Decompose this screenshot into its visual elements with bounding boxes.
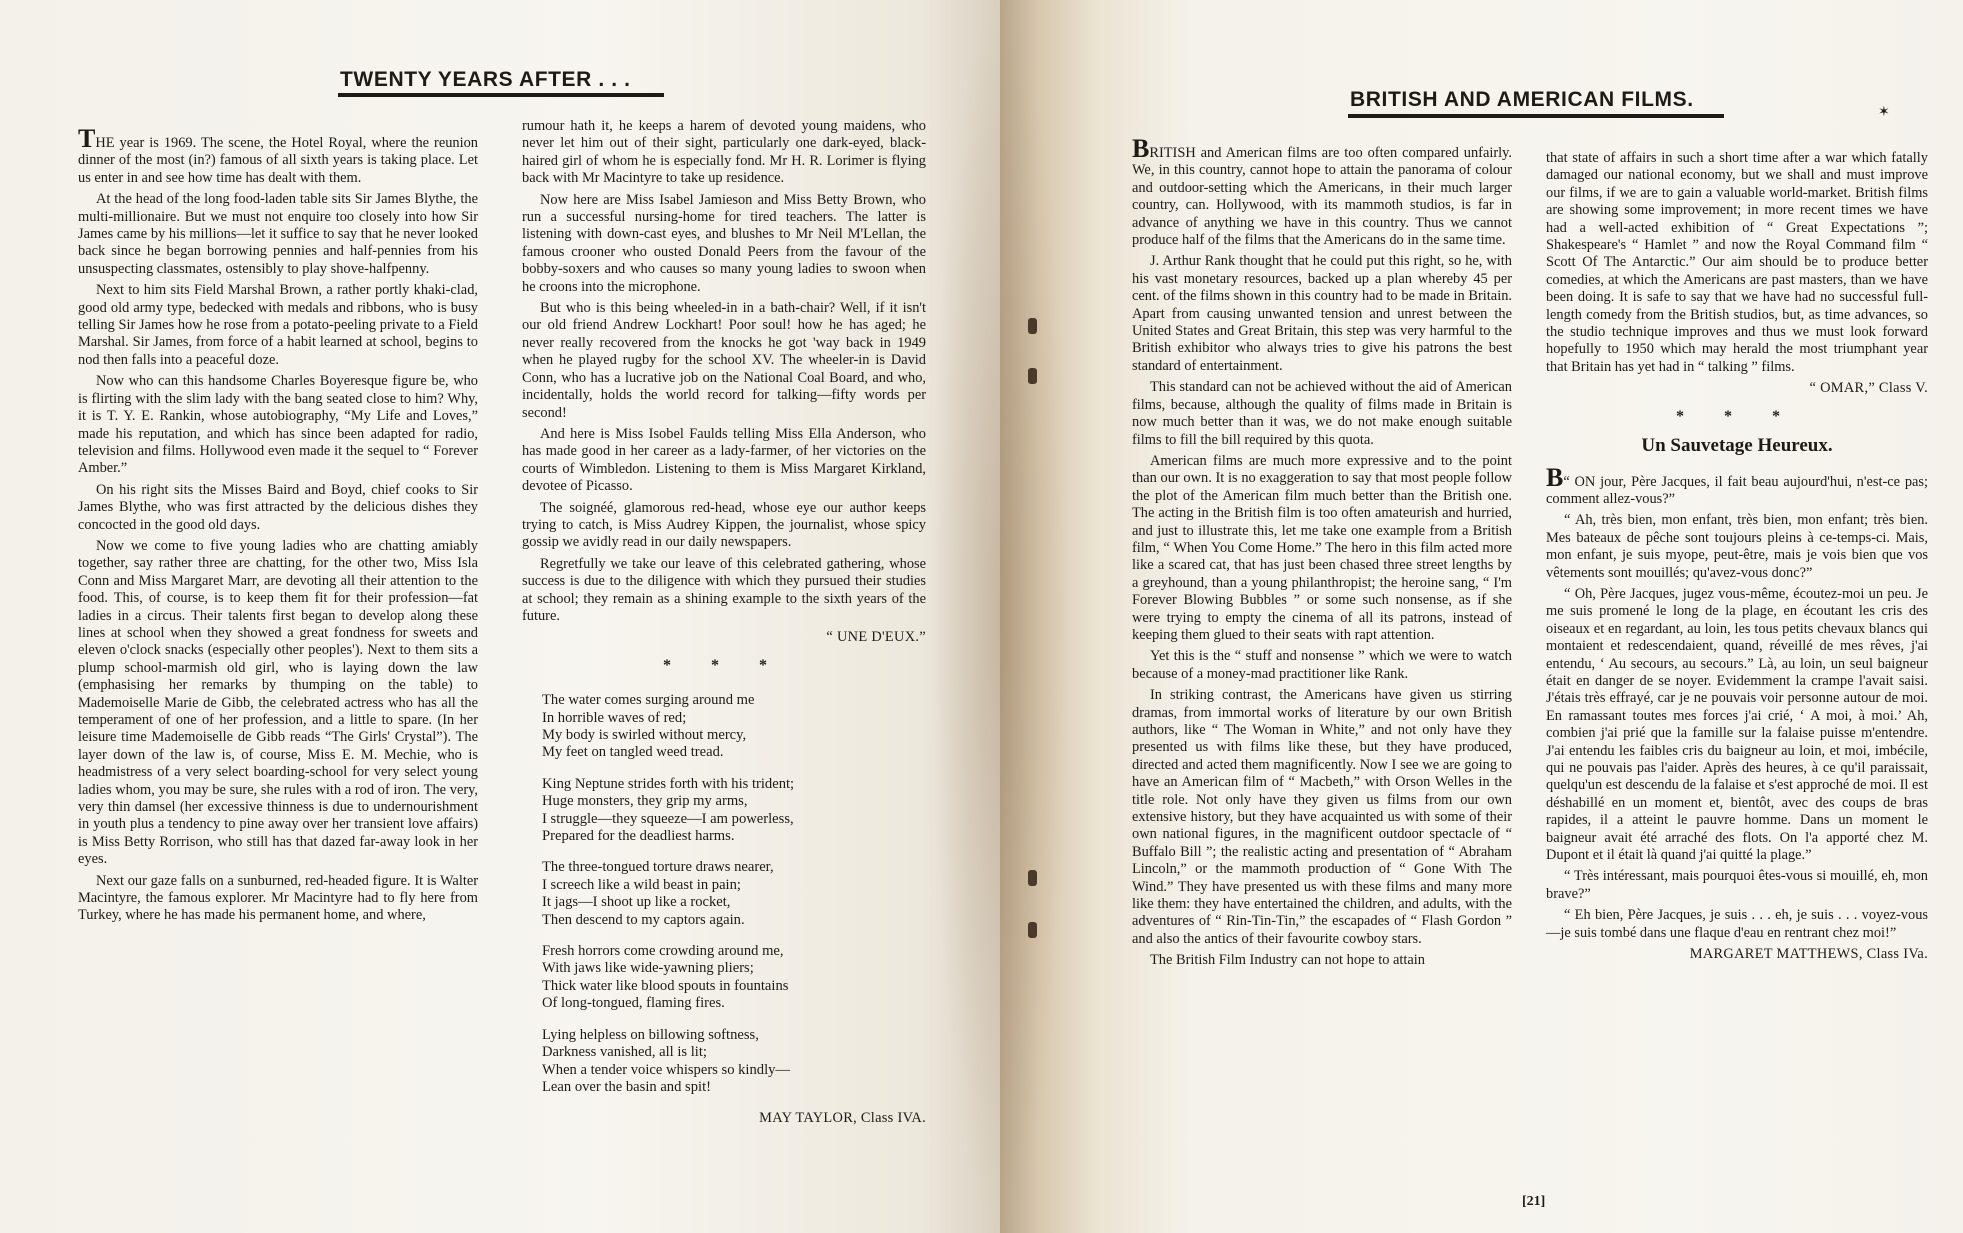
article-paragraph: Now who can this handsome Charles Boyeresque figure be, who is flirting with the slim lady with the bang seated close to him? Why, it is T. Y. E. Rankin, whose autobiography, “My Life and Loves,” made his reputation, and which has since been adapted for radio, television and films. Hollywood even made it the sequel to “ Forever Amber.” <box>78 373 478 477</box>
article-paragraph: Regretfully we take our leave of this celebrated gathering, whose success is due to the diligence with which they pursued their studies at school; they remain as a shining example to the sixth years of the future. <box>522 555 926 624</box>
story-paragraph: “ Eh bien, Père Jacques, je suis . . . eh, je suis . . . voyez-vous—je suis tombé dans une flaque d'eau en rentrant chez moi!” <box>1546 907 1928 941</box>
drop-cap: B <box>1132 134 1150 163</box>
drop-cap: T <box>78 124 96 153</box>
story-paragraph: B“ ON jour, Père Jacques, il fait beau aujourd'hui, n'est-ce pas; comment allez-vous?” <box>1546 462 1928 507</box>
films-column-2 <box>1546 150 1928 967</box>
poem-signature: MAY TAYLOR, Class IVA. <box>759 1110 926 1127</box>
article-paragraph: BRITISH and American films are too often compared unfairly. We, in this country, cannot hope to attain the panorama of colour and outdoor-setting which the Americans, in their much larger country, can. Hollywood, with its mammoth studios, is far in advance of anything we have in this country. Thus we cannot produce half of the films that the Americans do in the same time. <box>1132 134 1512 249</box>
article-paragraph: Now here are Miss Isabel Jamieson and Miss Betty Brown, who run a successful nursing-home for tired teachers. The latter is listening with down-cast eyes, and blushes to Mr Neil M'Lellan, the famous crooner who ousted Donald Peers from the favour of the bobby-soxers and who causes so many young ladies to swoon when he croons into the microphone. <box>522 191 926 295</box>
poem-stanza <box>542 1027 926 1097</box>
article-paragraph: On his right sits the Misses Baird and Boyd, chief cooks to Sir James Blythe, who was first attracted by the delicious dishes they concocted in the good old days. <box>78 481 478 533</box>
article-paragraph: THE year is 1969. The scene, the Hotel Royal, where the reunion dinner of the most (in?) famous of all sixth years is taking place. Let us enter in and see how time has dealt with them. <box>78 124 478 186</box>
poem-line: I screech like a wild beast in pain; <box>542 876 741 893</box>
poem-stanza <box>542 859 926 929</box>
article-paragraph: But who is this being wheeled-in in a bath-chair? Well, if it isn't our old friend Andrew Lockhart! Poor soul! how he has aged; he never really recovered from the knocks he got 'way back in 1949 when he played rugby for the school XV. The wheeler-in is David Conn, who has a lucrative job on the National Coal Board, and who, incidentally, holds the world record for talking—fifty words per second! <box>522 300 926 421</box>
drop-cap: B <box>1546 462 1564 492</box>
heading-rule <box>1348 114 1724 118</box>
article-paragraph: that state of affairs in such a short time after a war which fatally damaged our national economy, but we shall and must improve our films, if we are to gain a valuable world-market. British films are showing some improvement; in more recent times we have had a well-acted exhibition of “ Great Expectations ”; Shakespeare's “ Hamlet ” and now the Royal Command film “ Scott Of The Antarctic.” Our aim should be to produce better comedies, at which the Americans are past masters, than we have been doing. It is safe to say that we have had no successful full-length comedy from the British studios, but, as time advances, so the studio technique improves and thus we must look forward hopefully to 1950 which may herald the most triumphant year that Britain has yet had in “ talking ” films. <box>1546 150 1928 375</box>
left-page-heading: TWENTY YEARS AFTER . . . <box>340 68 631 91</box>
poem-line: With jaws like wide-yawning pliers; <box>542 960 754 977</box>
poem-line: The three-tongued torture draws nearer, <box>542 859 774 876</box>
article-paragraph: J. Arthur Rank thought that he could put this right, so he, with his vast monetary resources, backed up a plan whereby 45 per cent. of the films shown in this country had to be made in Britain. Apart from causing unwanted tension and unrest between the United States and Great Britain, this step was very harmful to the British exhibitor who always tries to give his patrons the best standard of entertainment. <box>1132 253 1512 374</box>
poem-stanza <box>542 943 926 1013</box>
story-paragraph: “ Oh, Père Jacques, jugez vous-même, écoutez-moi un peu. Je me suis promené le long de la plage, en écoutant les cris des oiseaux et en regardant, au loin, les tous petits chevaux blancs qui montaient et redescendaient, quand, réveillé de mes rêves, j'ai entendu, ‘ Au secours, au secours.” Là, au loin, un seul baigneur était en danger de se noyer. Evidemment la crampe l'avait saisi. J'étais très effrayé, car je ne pouvais voir personne autour de moi. En ramassant toutes mes forces j'ai crié, ‘ A moi, à moi.’ Ah, combien j'ai prié que la famille sur la falaise puisse m'entendre. J'ai entendu les faibles cris du baigneur au loin, et moi, imbécile, qui ne pouvais pas l'aider. Après des heures, à ce qu'il paraissait, quelqu'un est descendu de la falaise et s'est approché de moi. Il est déshabillé en un moment et, bientôt, avec des coups de bras rapides, il a atteint le pauvre homme. Dans un moment le baigneur avait été arraché des flots. On l'a apporté chez M. Dupont et il était là quand j'ai quitté la plage.” <box>1546 585 1929 864</box>
article-signature: “ UNE D'EUX.” <box>826 629 926 646</box>
article-paragraph: In striking contrast, the Americans have given us stirring dramas, from immortal works of literature by our own British authors, like “ The Woman in White,” and not only have they presented us with films like these, but they have produced, directed and acted them magnificently. Now I see we are going to have an American film of “ Macbeth,” with Orson Welles in the title role. Not only have they given us films from our own extensive history, but they have acquainted us with some of their own national figures, in the magnificent outdoor spectacle of “ Buffalo Bill ”; the realistic acting and presentation of “ Abraham Lincoln,” or the mammoth production of “ Gone With The Wind.” They have presented us with these films and many more like them: they have entertained the children, and adults, with the adventures of “ Rin-Tin-Tin,” the escapades of “ Flash Gordon ” and also the antics of their favourite cowboy stars. <box>1132 687 1512 947</box>
article-column-2 <box>522 118 926 1132</box>
story-paragraph: “ Ah, très bien, mon enfant, très bien, mon enfant; très bien. Mes bateaux de pêche sont toujours pleins à ce-temps-ci. Mais, mon enfant, je suis myope, peut-être, mais je vois bien que vos vêtements sont mouillés; qu'avez-vous donc?” <box>1546 512 1928 581</box>
section-separator: * * * <box>663 656 785 674</box>
films-column-1 <box>1132 134 1512 974</box>
poem-line: In horrible waves of red; <box>542 709 687 726</box>
heading-rule <box>338 93 664 97</box>
section-separator: * * * <box>1676 407 1798 425</box>
gutter-stain <box>930 0 1070 1233</box>
article-paragraph: Next to him sits Field Marshal Brown, a rather portly khaki-clad, good old army type, bedecked with medals and ribbons, who is busy telling Sir James how he rose from a potato-peeling private to a Field Marshal. Sir James, from force of a habit learned at school, begins to nod then falls into a peaceful doze. <box>78 282 478 368</box>
poem-line: Lean over the basin and spit! <box>542 1078 711 1095</box>
poem-stanza <box>542 776 926 846</box>
poem-line: I struggle—they squeeze—I am powerless, <box>542 810 794 827</box>
article-paragraph: Now we come to five young ladies who are chatting amiably together, say rather three are chatting, for the other two, Miss Isla Conn and Miss Margaret Marr, are devoting all their attention to the food. This, of course, is to keep them fit for their profession—fat ladies in a circus. Their talents first began to develop along these lines at school when they showed a great fondness for sweets and eleven o'clock snacks (especially other peoples'). Next to them sits a plump school-marmish old girl, who is laying down the law (emphasising her remarks by thumping on the table) to Mademoiselle Marie de Gibb, the celebrated actress who has all the temperament of one of her profession, and a little to spare. (In her leisure time Mademoiselle de Gibb reads “The Girls' Crystal”). The layer down of the law is, of course, Miss E. M. Mechie, who is headmistress of a very select boarding-school for very select young ladies whom, you may be sure, she rules with a rod of iron. The very, very thin damsel (her excessive thinness is due to undernourishment in youth plus a tendency to pine away over her transient love affairs) is Miss Betty Rorrison, who still has that dazed far-away look in her eyes. <box>78 537 478 868</box>
article-paragraph: This standard can not be achieved without the aid of American films, because, although the quality of films made in Britain is now much better than it was, we do not make enough suitable films to fill the bill required by this quota. <box>1132 379 1512 448</box>
binding-staple <box>1028 368 1037 384</box>
poem-line: The water comes surging around me <box>542 692 755 709</box>
poem-stanza <box>542 692 926 762</box>
poem-line: Fresh horrors come crowding around me, <box>542 943 784 960</box>
poem-line: My body is swirled without mercy, <box>542 727 747 743</box>
article-column-1 <box>78 124 478 929</box>
poem-line: Of long-tongued, flaming fires. <box>542 995 725 1012</box>
margin-mark: ✶ <box>1878 105 1890 120</box>
poem <box>522 692 926 1096</box>
story-signature: MARGARET MATTHEWS, Class IVa. <box>1689 946 1928 963</box>
article-paragraph: rumour hath it, he keeps a harem of devoted young maidens, who never let him out of their sight, particularly one dark-eyed, black-haired girl of whom he is especially fond. Mr H. R. Lorimer is flying back with Mr Macintyre to take up residence. <box>522 118 926 187</box>
article-paragraph: Next our gaze falls on a sunburned, red-headed figure. It is Walter Macintyre, the famous explorer. Mr Macintyre had to fly here from Turkey, where he has made his permanent home, and where, <box>78 872 478 924</box>
article-paragraph: At the head of the long food-laden table sits Sir James Blythe, the multi-millionaire. But we must not enquire too closely into how Sir James came by his millions—let it suffice to say that he never looked back since he began borrowing pennies and half-pennies from his unsuspecting classmates, ostensibly to play shove-halfpenny. <box>78 191 478 277</box>
story-title: Un Sauvetage Heureux. <box>1641 435 1833 457</box>
right-page-heading: BRITISH AND AMERICAN FILMS. <box>1350 88 1694 111</box>
binding-staple <box>1028 922 1037 938</box>
story-paragraph: “ Très intéressant, mais pourquoi êtes-vous si mouillé, eh, mon brave?” <box>1546 868 1928 902</box>
poem-line: King Neptune strides forth with his trident; <box>542 775 795 792</box>
article-paragraph: American films are much more expressive and to the point than our own. It is no exaggeration to say that most people follow the plot of the American film much better than the British one. The acting in the British film is too often amateurish and hurried, and just to illustrate this, let me take one example from a British film, “ When You Come Home.” The hero in this film acted more like a scared cat, that has just been chased three street lengths by a greyhound, than a young philanthropist; the heroine sang, “ I'm Forever Blowing Bubbles ” or some such nonsense, as if she were trying to empty the cinema of all its patrons, instead of keeping them glued to their seats with rapt attention. <box>1132 452 1512 643</box>
poem-line: My feet on tangled weed tread. <box>542 744 724 761</box>
article-paragraph: The soignéé, glamorous red-head, whose eye our author keeps trying to catch, is Miss Audrey Kippen, the journalist, whose spicy gossip we avidly read in our daily newspapers. <box>522 499 926 551</box>
binding-staple <box>1028 318 1037 334</box>
poem-line: It jags—I shoot up like a rocket, <box>542 894 731 911</box>
binding-staple <box>1028 870 1037 886</box>
article-paragraph: The British Film Industry can not hope to attain <box>1150 952 1425 969</box>
article-signature: “ OMAR,” Class V. <box>1809 380 1928 397</box>
poem-line: When a tender voice whispers so kindly— <box>542 1061 791 1078</box>
poem-line: Huge monsters, they grip my arms, <box>542 793 748 810</box>
poem-line: Darkness vanished, all is lit; <box>542 1044 707 1061</box>
poem-line: Thick water like blood spouts in fountains <box>542 977 789 994</box>
article-paragraph: Yet this is the “ stuff and nonsense ” which we were to watch because of a money-mad practitioner like Rank. <box>1132 648 1512 682</box>
poem-line: Prepared for the deadliest harms. <box>542 828 735 845</box>
article-paragraph: And here is Miss Isobel Faulds telling Miss Ella Anderson, who has made good in her career as a lady-farmer, of her victories on the courts of Wimbledon. Listening to them is Miss Margaret Kirkland, devotee of Picasso. <box>522 425 926 495</box>
poem-line: Then descend to my captors again. <box>542 911 745 928</box>
page-number: [21] <box>1522 1194 1546 1209</box>
poem-line: Lying helpless on billowing softness, <box>542 1026 759 1043</box>
